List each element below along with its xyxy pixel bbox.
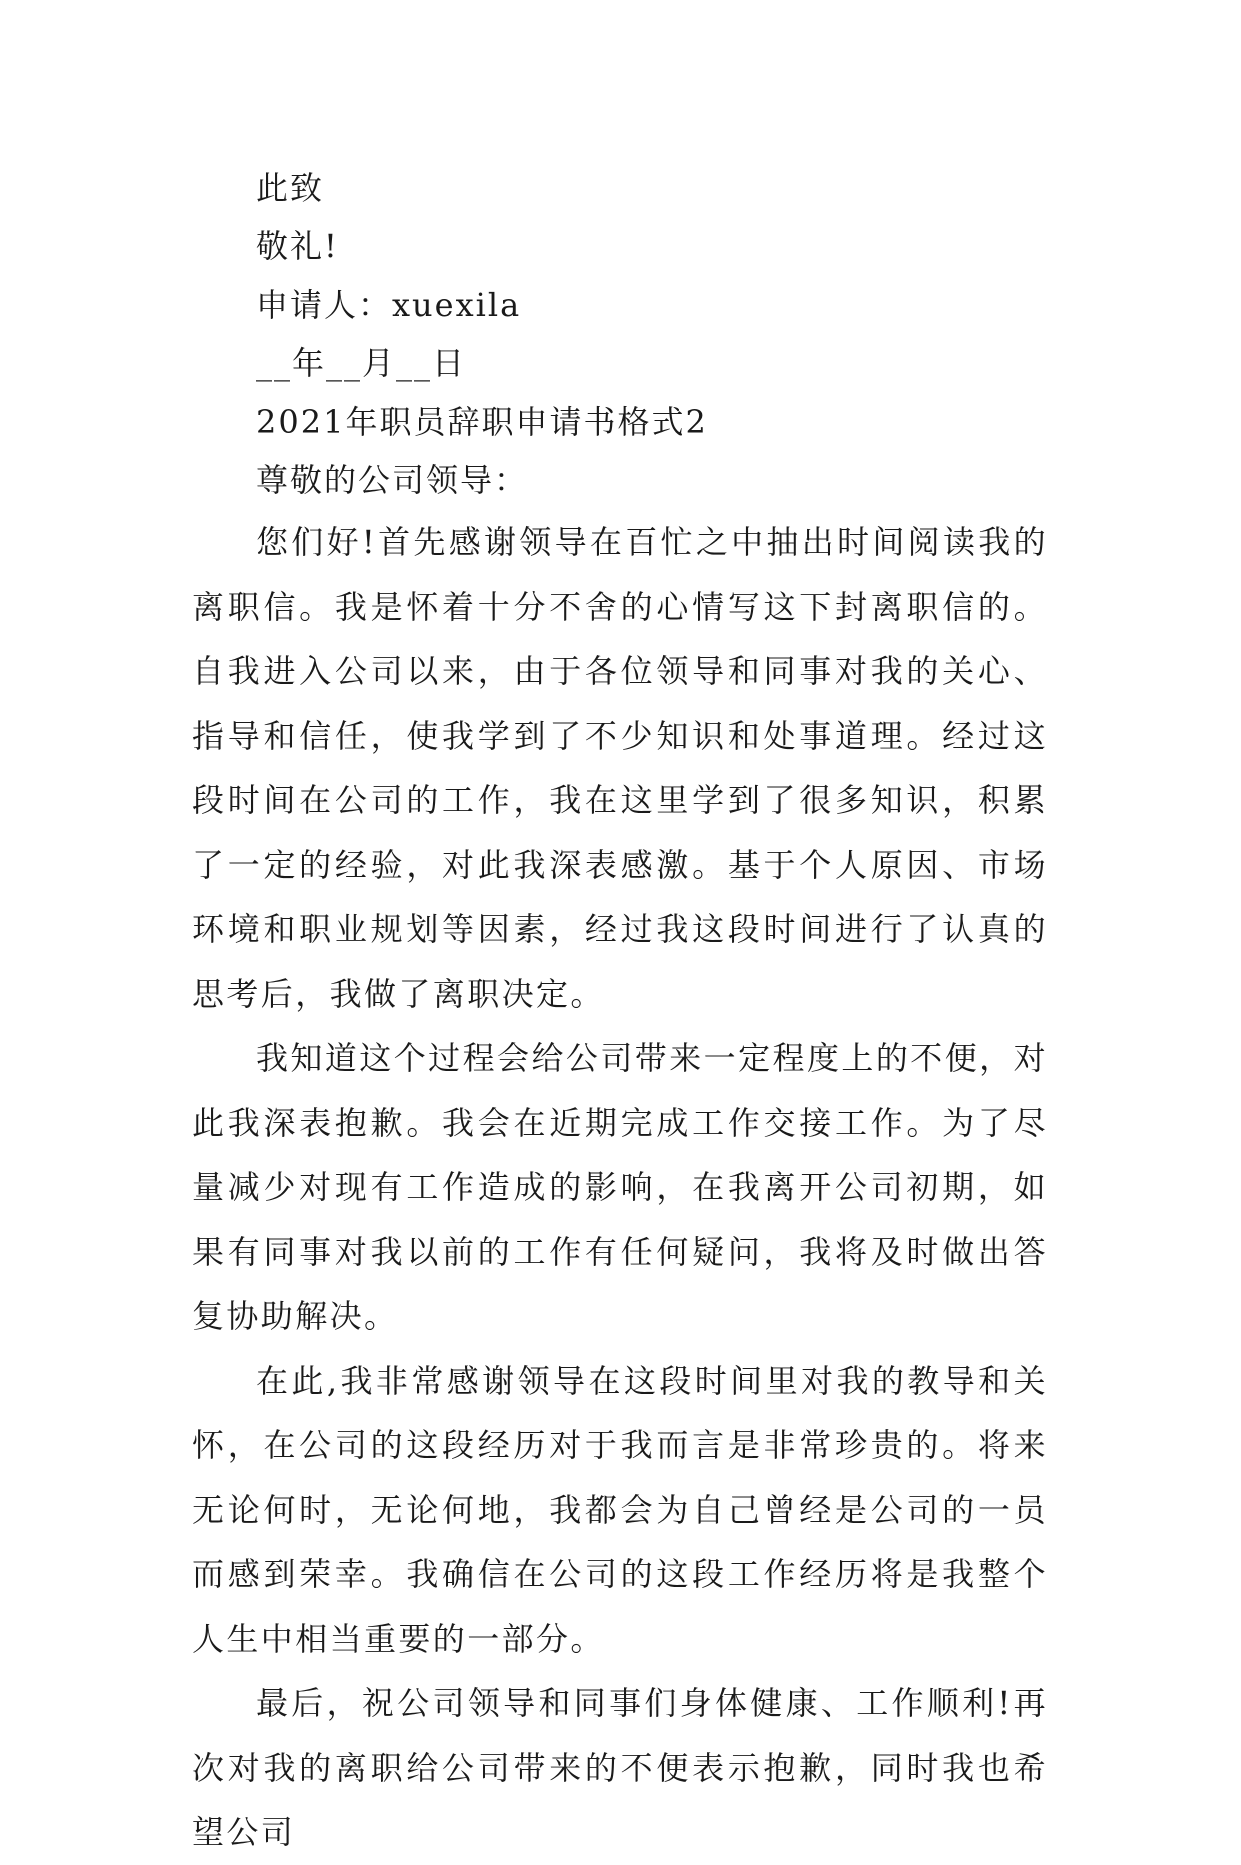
closing-regards: 敬礼!	[256, 227, 339, 265]
body-paragraph-2: 我知道这个过程会给公司带来一定程度上的不便，对此我深表抱歉。我会在近期完成工作交接工作。为了尽量减少对现有工作造成的影响，在我离开公司初期，如果有同事对我以前的工作有任何疑问，我将及时做出答复协助解决。	[192, 1039, 1048, 1335]
closing-salute: 此致	[256, 169, 325, 207]
applicant-line: 申请人：xuexila	[256, 286, 522, 324]
section-title: 2021年职员辞职申请书格式2	[256, 403, 708, 441]
letter-greeting: 尊敬的公司领导：	[256, 461, 529, 499]
body-paragraph-1: 您们好!首先感谢领导在百忙之中抽出时间阅读我的离职信。我是怀着十分不舍的心情写这下封离职信的。自我进入公司以来，由于各位领导和同事对我的关心、指导和信任，使我学到了不少知识和处事道理。经过这段时间在公司的工作，我在这里学到了很多知识，积累了一定的经验，对此我深表感激。基于个人原因、市场环境和职业规划等因素，经过我这段时间进行了认真的思考后，我做了离职决定。	[192, 523, 1048, 1013]
body-paragraph-3: 在此,我非常感谢领导在这段时间里对我的教导和关怀，在公司的这段经历对于我而言是非常珍贵的。将来无论何时，无论何地，我都会为自己曾经是公司的一员而感到荣幸。我确信在公司的这段工作经历将是我整个人生中相当重要的一部分。	[192, 1361, 1048, 1658]
date-line: __年__月__日	[256, 344, 467, 382]
letter-body	[192, 510, 1048, 1865]
body-paragraph-4: 最后，祝公司领导和同事们身体健康、工作顺利!再次对我的离职给公司带来的不便表示抱歉，同时我也希望公司	[192, 1684, 1048, 1851]
